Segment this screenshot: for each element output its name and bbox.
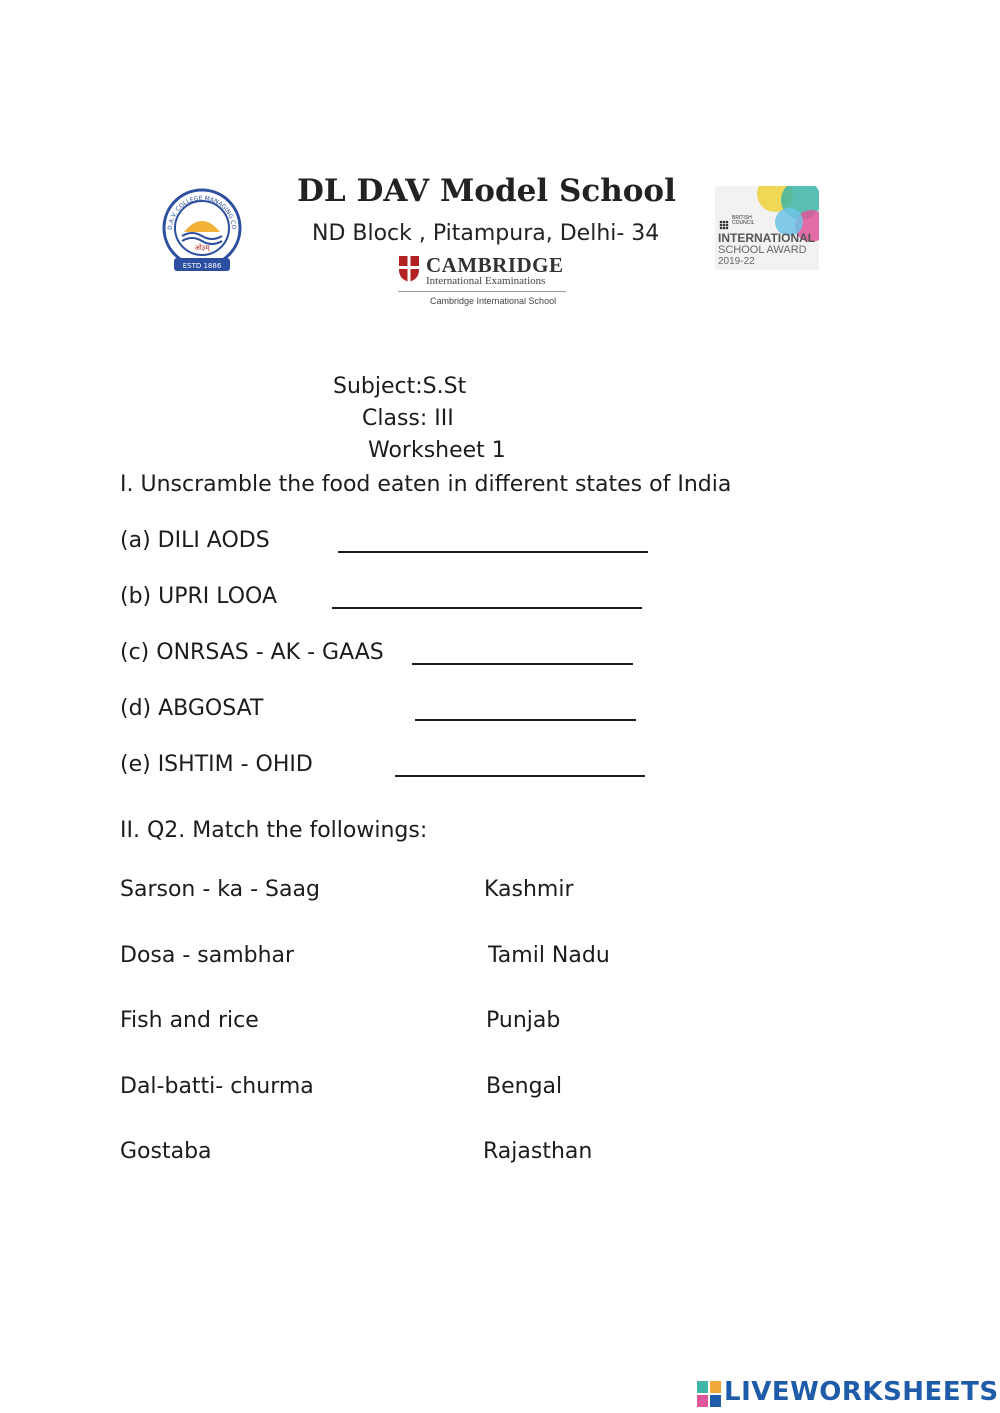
award-line-1: INTERNATIONAL [718, 231, 816, 245]
section-2-heading: II. Q2. Match the followings: [120, 818, 428, 843]
cambridge-logo [398, 253, 568, 311]
cambridge-divider [398, 291, 566, 292]
international-school-award-logo [715, 186, 819, 270]
answer-blank-b[interactable] [332, 607, 642, 609]
dav-logo [158, 186, 246, 276]
match-right-item[interactable]: Tamil Nadu [488, 943, 610, 968]
unscramble-item-b: (b) UPRI LOOA [120, 584, 278, 609]
unscramble-item-d: (d) ABGOSAT [120, 696, 264, 721]
match-left-item[interactable]: Dal-batti- churma [120, 1074, 314, 1099]
worksheet-label: Worksheet 1 [368, 438, 506, 463]
dav-logo-estd: ESTD 1886 [182, 262, 222, 270]
cambridge-name: CAMBRIDGE [426, 253, 564, 277]
cambridge-subtitle: International Examinations [426, 275, 546, 287]
subject-label: Subject:S.St [333, 374, 467, 399]
award-line-3: 2019-22 [718, 256, 755, 267]
answer-blank-a[interactable] [338, 551, 648, 553]
match-right-item[interactable]: Bengal [486, 1074, 563, 1099]
unscramble-item-a: (a) DILI AODS [120, 528, 270, 553]
match-left-item[interactable]: Gostaba [120, 1139, 212, 1164]
unscramble-item-e: (e) ISHTIM - OHID [120, 752, 313, 777]
dav-logo-arc-text: D.A.V. COLLEGE MANAGING CO [166, 194, 238, 231]
cambridge-school: Cambridge International School [430, 296, 557, 306]
unscramble-item-c: (c) ONRSAS - AK - GAAS [120, 640, 384, 665]
liveworksheets-logo[interactable] [697, 1377, 999, 1411]
school-name: DL DAV Model School [297, 173, 676, 209]
match-left-item[interactable]: Sarson - ka - Saag [120, 877, 320, 902]
award-council-text: BRITISH COUNCIL [732, 215, 755, 226]
liveworksheets-brand-text: LIVEWORKSHEETS [724, 1377, 999, 1407]
class-label: Class: III [362, 406, 454, 431]
answer-blank-c[interactable] [412, 663, 633, 665]
answer-blank-e[interactable] [395, 775, 645, 777]
dav-logo-motto: ओ३म् [194, 244, 210, 252]
match-right-item[interactable]: Rajasthan [483, 1139, 593, 1164]
cambridge-shield-icon [398, 255, 420, 283]
match-right-item[interactable]: Kashmir [484, 877, 574, 902]
section-1-heading: I. Unscramble the food eaten in different states of India [120, 472, 732, 497]
match-left-item[interactable]: Dosa - sambhar [120, 943, 295, 968]
match-left-item[interactable]: Fish and rice [120, 1008, 259, 1033]
answer-blank-d[interactable] [415, 719, 636, 721]
liveworksheets-grid-icon [697, 1381, 721, 1407]
british-council-icon [719, 215, 729, 225]
award-line-2: SCHOOL AWARD [718, 244, 807, 256]
match-right-item[interactable]: Punjab [486, 1008, 561, 1033]
school-address: ND Block , Pitampura, Delhi- 34 [312, 221, 660, 246]
